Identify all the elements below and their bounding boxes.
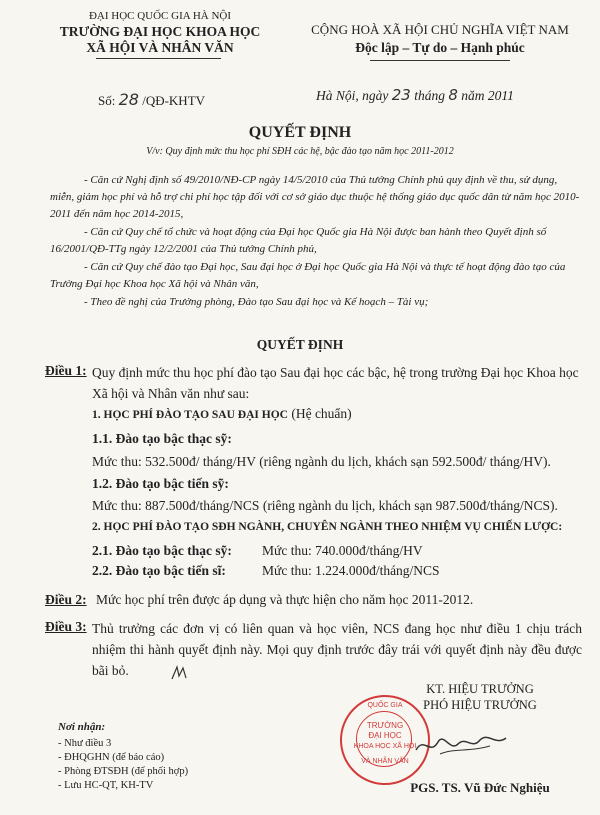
section2-title: 2. HỌC PHÍ ĐÀO TẠO SĐH NGÀNH, CHUYÊN NGÀNH THEO NHIỆM VỤ CHIẾN LƯỢC: (92, 521, 563, 533)
recipient-item: - Lưu HC-QT, KH-TV (58, 780, 154, 791)
seal-text: KHOA HỌC XÃ HỘI (353, 743, 417, 750)
seal-text: TRƯỜNG (366, 721, 404, 730)
document-number (98, 90, 205, 109)
preamble-item: - Theo đề nghị của Trưởng phòng, Đào tạo Sau đại học và Kế hoạch – Tài vụ; (84, 296, 429, 308)
org-name-line1: TRƯỜNG ĐẠI HỌC KHOA HỌC (59, 24, 261, 39)
recipient-item: - Phòng ĐTSĐH (để phối hợp) (58, 766, 189, 777)
seal-text: QUỐC GIA (367, 702, 403, 709)
sub12-text: Mức thu: 887.500đ/tháng/NCS (riêng ngành du lịch, khách sạn 987.500đ/tháng/NCS). (92, 498, 558, 513)
number-suffix: /QĐ-KHTV (142, 93, 206, 108)
document-title: QUYẾT ĐỊNH (248, 124, 352, 141)
article2-text: Mức học phí trên được áp dụng và thực hiện cho năm học 2011-2012. (96, 592, 474, 607)
signature-role2: PHÓ HIỆU TRƯỞNG (423, 698, 537, 712)
date-month-label: tháng (414, 88, 445, 103)
handwritten-signature (410, 728, 520, 760)
sub11-title: 1.1. Đào tạo bậc thạc sỹ: (92, 431, 232, 446)
date-day: 23 (391, 86, 411, 104)
preamble-item: - Căn cứ Quy chế tổ chức và hoạt động của Đại học Quốc gia Hà Nội được ban hành theo Quyết định số 16/2001/QĐ-TTg ngày 12/2/2001 của Thủ tướng Chính phủ, (50, 226, 547, 255)
org-parent: ĐẠI HỌC QUỐC GIA HÀ NỘI (88, 10, 232, 22)
seal-text: ĐẠI HỌC (368, 731, 402, 740)
date-prefix: Hà Nội, ngày (316, 88, 389, 103)
org-name-line2: XÃ HỘI VÀ NHÂN VĂN (86, 40, 234, 55)
sub22-text: Mức thu: 1.224.000đ/tháng/NCS (262, 563, 440, 578)
recipients-heading: Nơi nhận: (58, 721, 106, 733)
initials-mark (170, 664, 188, 682)
decision-heading: QUYẾT ĐỊNH (256, 337, 344, 352)
seal-text: VÀ NHÂN VĂN (361, 758, 409, 765)
number-prefix: Số: (98, 93, 116, 108)
issue-date (316, 86, 514, 104)
section1-title: 1. HỌC PHÍ ĐÀO TẠO SAU ĐẠI HỌC (92, 409, 288, 421)
section1-heading (92, 406, 352, 422)
document-subject: V/v: Quy định mức thu học phí SĐH các hệ, bậc đào tạo năm học 2011-2012 (146, 146, 454, 157)
signature-role1: KT. HIỆU TRƯỞNG (426, 682, 534, 696)
section1-note: (Hệ chuẩn) (291, 406, 352, 421)
nation-motto: Độc lập – Tự do – Hạnh phúc (355, 40, 525, 55)
sub12-title: 1.2. Đào tạo bậc tiến sỹ: (92, 476, 229, 491)
date-year: năm 2011 (461, 88, 514, 103)
article1-label: Điều 1: (45, 363, 87, 378)
signatory-name: PGS. TS. Vũ Đức Nghiệu (410, 780, 550, 795)
sub22-title: 2.2. Đào tạo bậc tiến sĩ: (92, 563, 226, 578)
nation-title: CỘNG HOÀ XÃ HỘI CHỦ NGHĨA VIỆT NAM (311, 22, 569, 37)
recipient-item: - Như điều 3 (58, 738, 112, 749)
article2-label: Điều 2: (45, 592, 87, 607)
number-value: 28 (118, 90, 139, 109)
sub21-text: Mức thu: 740.000đ/tháng/HV (262, 543, 423, 558)
article3-text: Thủ trưởng các đơn vị có liên quan và học viên, NCS đang học như điều 1 chịu trách nhiệm thi hành quyết định này. Mọi quy định trước đây trái với quyết định này đều được bãi bỏ. (92, 621, 582, 678)
article1-text: Quy định mức thu học phí đào tạo Sau đại học các bậc, hệ trong trường Đại học Khoa học Xã hội và Nhân văn như sau: (92, 365, 579, 401)
date-month: 8 (448, 86, 458, 104)
article3-label: Điều 3: (45, 619, 87, 634)
preamble-item: - Căn cứ Quy chế đào tạo Đại học, Sau đại học ở Đại học Quốc gia Hà Nội và thực tế hoạt động đào tạo của Trường Đại học Khoa học Xã hội và Nhân văn, (50, 261, 566, 290)
preamble-item: - Căn cứ Nghị định số 49/2010/NĐ-CP ngày 14/5/2010 của Thủ tướng Chính phủ quy định về thu, sử dụng, miễn, giảm học phí và hỗ trợ chi phí học tập đối với cơ sở giáo dục thuộc hệ thống giáo dục quốc dân từ năm học 2010-2011 đến năm học 2014-2015, (50, 174, 580, 220)
sub21-title: 2.1. Đào tạo bậc thạc sỹ: (92, 543, 232, 558)
recipient-item: - ĐHQGHN (để báo cáo) (58, 752, 165, 763)
org-underline (96, 58, 221, 59)
motto-underline (370, 60, 510, 61)
sub11-text: Mức thu: 532.500đ/ tháng/HV (riêng ngành du lịch, khách sạn 592.500đ/ tháng/HV). (92, 454, 551, 469)
